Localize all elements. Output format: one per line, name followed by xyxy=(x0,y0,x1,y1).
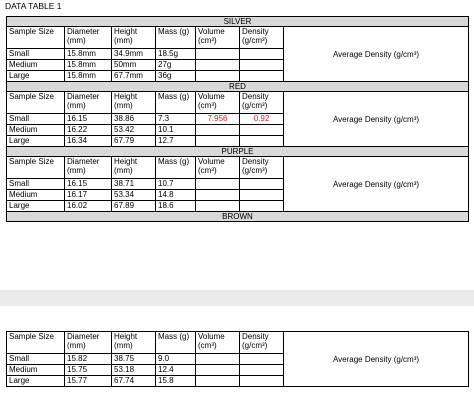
cell-size: Large xyxy=(7,376,65,387)
cell-volume xyxy=(196,354,240,365)
cell-size: Large xyxy=(7,71,65,82)
cell-mass: 14.8 xyxy=(156,190,196,201)
cell-mass: 7.3 xyxy=(156,114,196,125)
cell-density xyxy=(240,201,284,212)
header-diameter: Diameter (mm) xyxy=(65,332,112,354)
header-average-density: Average Density (g/cm³) xyxy=(284,27,469,82)
header-density: Density (g/cm³) xyxy=(240,157,284,179)
cell-size: Small xyxy=(7,179,65,190)
cell-size: Large xyxy=(7,136,65,147)
cell-diameter: 16.15 xyxy=(65,114,112,125)
cell-density xyxy=(240,354,284,365)
header-sample-size: Sample Size xyxy=(7,332,65,354)
column-header-row xyxy=(7,157,469,179)
cell-density xyxy=(240,376,284,387)
cell-size: Medium xyxy=(7,365,65,376)
cell-height: 53.34 xyxy=(112,190,156,201)
header-volume: Volume (cm³) xyxy=(196,157,240,179)
header-volume: Volume (cm³) xyxy=(196,27,240,49)
header-mass: Mass (g) xyxy=(156,332,196,354)
section-title: RED xyxy=(7,82,469,92)
cell-size: Medium xyxy=(7,190,65,201)
cell-density xyxy=(240,190,284,201)
column-header-row xyxy=(7,27,469,49)
cell-height: 34.9mm xyxy=(112,49,156,60)
header-mass: Mass (g) xyxy=(156,157,196,179)
cell-mass: 18.5g xyxy=(156,49,196,60)
cell-diameter: 15.8mm xyxy=(65,49,112,60)
cell-size: Medium xyxy=(7,125,65,136)
section-title: SILVER xyxy=(7,17,469,27)
cell-volume xyxy=(196,376,240,387)
section-header-brown xyxy=(7,212,469,222)
cell-density xyxy=(240,136,284,147)
cell-density xyxy=(240,179,284,190)
column-header-row xyxy=(7,92,469,114)
cell-mass: 18.6 xyxy=(156,201,196,212)
cell-density xyxy=(240,125,284,136)
cell-mass: 12.7 xyxy=(156,136,196,147)
cell-mass: 36g xyxy=(156,71,196,82)
table-caption: DATA TABLE 1 xyxy=(5,1,62,11)
cell-density: 0.92 xyxy=(240,114,284,125)
cell-volume xyxy=(196,60,240,71)
cell-diameter: 16.02 xyxy=(65,201,112,212)
header-sample-size: Sample Size xyxy=(7,27,65,49)
section-header-purple xyxy=(7,147,469,157)
header-mass: Mass (g) xyxy=(156,27,196,49)
header-mass: Mass (g) xyxy=(156,92,196,114)
cell-height: 38.86 xyxy=(112,114,156,125)
cell-diameter: 15.75 xyxy=(65,365,112,376)
header-height: Height (mm) xyxy=(112,332,156,354)
cell-volume xyxy=(196,201,240,212)
cell-height: 53.18 xyxy=(112,365,156,376)
cell-height: 38.71 xyxy=(112,179,156,190)
header-density: Density (g/cm³) xyxy=(240,27,284,49)
cell-size: Small xyxy=(7,114,65,125)
header-density: Density (g/cm³) xyxy=(240,332,284,354)
header-sample-size: Sample Size xyxy=(7,92,65,114)
cell-volume xyxy=(196,190,240,201)
column-header-row xyxy=(7,332,469,354)
cell-diameter: 16.17 xyxy=(65,190,112,201)
cell-height: 67.74 xyxy=(112,376,156,387)
cell-diameter: 15.8mm xyxy=(65,60,112,71)
header-diameter: Diameter (mm) xyxy=(65,157,112,179)
cell-mass: 27g xyxy=(156,60,196,71)
cell-diameter: 16.22 xyxy=(65,125,112,136)
cell-diameter: 15.8mm xyxy=(65,71,112,82)
cell-volume xyxy=(196,136,240,147)
cell-volume xyxy=(196,365,240,376)
cell-density xyxy=(240,60,284,71)
header-volume: Volume (cm³) xyxy=(196,332,240,354)
section-header-silver xyxy=(7,17,469,27)
cell-diameter: 16.34 xyxy=(65,136,112,147)
cell-height: 67.7mm xyxy=(112,71,156,82)
cell-diameter: 15.77 xyxy=(65,376,112,387)
cell-diameter: 16.15 xyxy=(65,179,112,190)
cell-density xyxy=(240,71,284,82)
data-table-main xyxy=(6,16,469,222)
data-table-continued xyxy=(6,331,469,387)
header-height: Height (mm) xyxy=(112,157,156,179)
header-diameter: Diameter (mm) xyxy=(65,92,112,114)
cell-density xyxy=(240,49,284,60)
section-title: PURPLE xyxy=(7,147,469,157)
header-diameter: Diameter (mm) xyxy=(65,27,112,49)
cell-volume xyxy=(196,71,240,82)
header-height: Height (mm) xyxy=(112,27,156,49)
cell-size: Large xyxy=(7,201,65,212)
header-average-density: Average Density (g/cm³) xyxy=(284,332,469,387)
cell-height: 67.79 xyxy=(112,136,156,147)
cell-height: 67.89 xyxy=(112,201,156,212)
cell-diameter: 15.82 xyxy=(65,354,112,365)
cell-height: 50mm xyxy=(112,60,156,71)
cell-mass: 10.1 xyxy=(156,125,196,136)
header-volume: Volume (cm³) xyxy=(196,92,240,114)
cell-volume xyxy=(196,125,240,136)
cell-size: Medium xyxy=(7,60,65,71)
cell-density xyxy=(240,365,284,376)
cell-mass: 9.0 xyxy=(156,354,196,365)
cell-height: 38.75 xyxy=(112,354,156,365)
cell-mass: 10.7 xyxy=(156,179,196,190)
header-sample-size: Sample Size xyxy=(7,157,65,179)
section-title: BROWN xyxy=(7,212,469,222)
header-height: Height (mm) xyxy=(112,92,156,114)
cell-volume xyxy=(196,49,240,60)
section-header-red xyxy=(7,82,469,92)
cell-height: 53.42 xyxy=(112,125,156,136)
page-break-gap xyxy=(0,290,474,306)
cell-mass: 15.8 xyxy=(156,376,196,387)
cell-size: Small xyxy=(7,354,65,365)
cell-volume xyxy=(196,179,240,190)
header-average-density: Average Density (g/cm³) xyxy=(284,157,469,212)
header-density: Density (g/cm³) xyxy=(240,92,284,114)
cell-size: Small xyxy=(7,49,65,60)
cell-volume: 7.956 xyxy=(196,114,240,125)
header-average-density: Average Density (g/cm³) xyxy=(284,92,469,147)
cell-mass: 12.4 xyxy=(156,365,196,376)
